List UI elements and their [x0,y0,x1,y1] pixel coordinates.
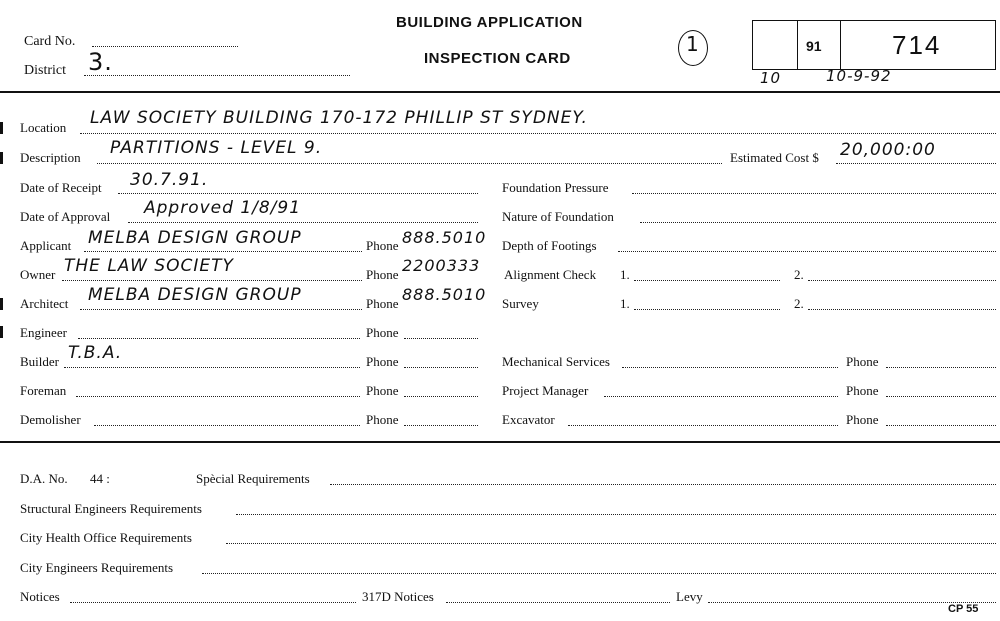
structural-line [236,514,996,515]
architect-line [80,309,362,310]
nature-foundation-label: Nature of Foundation [502,209,614,224]
district-label: District [24,63,66,78]
top-rule [0,91,1000,93]
date-approval-value: Approved 1/8/91 [144,198,302,218]
margin-tick [0,152,3,164]
box-number: 714 [892,30,942,60]
builder-phone-label: Phone [366,354,399,369]
notices-317d-label: 317D Notices [362,589,434,604]
project-manager-line [604,396,838,397]
excavator-phone-label: Phone [846,412,879,427]
mechanical-label: Mechanical Services [502,354,610,369]
builder-label: Builder [20,354,59,369]
structural-label: Structural Engineers Requirements [20,501,202,516]
applicant-value: MELBA DESIGN GROUP [88,228,302,248]
city-health-line [226,543,996,544]
city-engineers-line [202,573,996,574]
city-health-label: City Health Office Requirements [20,530,192,545]
owner-phone-value: 2200333 [402,256,481,275]
location-label: Location [20,120,67,135]
applicant-label: Applicant [20,238,72,253]
survey-label: Survey [502,296,539,311]
under-box-note: 10 [760,69,782,87]
foundation-pressure-label: Foundation Pressure [502,180,609,195]
middle-rule [0,441,1000,443]
margin-tick [0,122,3,134]
engineer-label: Engineer [20,325,67,340]
estimated-cost-label: Estimated Cost $ [730,150,819,165]
box-prefix: 91 [806,38,822,54]
description-label: Description [20,150,81,165]
survey-one-label: 1. [620,296,630,311]
excavator-line [568,425,838,426]
engineer-phone-label: Phone [366,325,399,340]
excavator-label: Excavator [502,412,555,427]
demolisher-line [94,425,360,426]
foundation-pressure-line [632,193,996,194]
date-approval-line [128,222,478,223]
da-no-value: 44 : [90,471,110,486]
alignment-two-line [808,280,996,281]
estimated-cost-line [836,163,996,164]
date-receipt-label: Date of Receipt [20,180,102,195]
applicant-phone-label: Phone [366,238,399,253]
card-number-box [752,20,996,70]
special-requirements-line [330,484,996,485]
demolisher-phone-label: Phone [366,412,399,427]
depth-footings-label: Depth of Footings [502,238,597,253]
alignment-check-label: Alignment Check [504,267,597,282]
depth-footings-line [618,251,996,252]
card-no-line [92,46,238,47]
date-receipt-line [118,193,478,194]
foreman-phone-line [404,396,478,397]
date-approval-label: Date of Approval [20,209,111,224]
owner-line [62,280,362,281]
special-requirements-label: Spècial Requirements [196,471,310,486]
engineer-line [78,338,360,339]
architect-phone-value: 888.5010 [402,285,487,304]
card-no-label: Card No. [24,34,76,49]
survey-one-line [634,309,780,310]
description-line [97,163,722,164]
builder-line [64,367,360,368]
demolisher-phone-line [404,425,478,426]
margin-tick [0,298,3,310]
description-value: PARTITIONS - LEVEL 9. [110,138,323,158]
location-value: LAW SOCIETY BUILDING 170-172 PHILLIP ST SYDNEY. [90,108,588,128]
levy-label: Levy [676,589,703,604]
notices-317d-line [446,602,670,603]
da-no-label: D.A. No. [20,471,68,486]
excavator-phone-line [886,425,996,426]
architect-phone-label: Phone [366,296,399,311]
box-divider-1 [797,20,798,70]
demolisher-label: Demolisher [20,412,81,427]
architect-label: Architect [20,296,69,311]
alignment-one-line [634,280,780,281]
owner-label: Owner [20,267,56,282]
foreman-line [76,396,360,397]
district-value: 3. [88,48,113,76]
alignment-one-label: 1. [620,267,630,282]
box-divider-2 [840,20,841,70]
notices-label: Notices [20,589,60,604]
engineer-phone-line [404,338,478,339]
circled-number: 1 [686,32,700,56]
title-line-2: INSPECTION CARD [424,50,571,67]
district-line [84,75,350,76]
owner-phone-label: Phone [366,267,399,282]
estimated-cost-value: 20,000:00 [840,140,936,160]
project-manager-label: Project Manager [502,383,589,398]
title-line-1: BUILDING APPLICATION [396,14,583,31]
foreman-phone-label: Phone [366,383,399,398]
date-receipt-value: 30.7.91. [130,170,209,190]
notices-line [70,602,356,603]
owner-value: THE LAW SOCIETY [64,256,234,276]
survey-two-label: 2. [794,296,804,311]
applicant-phone-value: 888.5010 [402,228,487,247]
city-engineers-label: City Engineers Requirements [20,560,174,575]
nature-foundation-line [640,222,996,223]
margin-tick [0,326,3,338]
builder-value: T.B.A. [68,343,123,363]
mechanical-phone-label: Phone [846,354,879,369]
survey-two-line [808,309,996,310]
builder-phone-line [404,367,478,368]
under-box-date: 10-9-92 [826,67,892,85]
architect-value: MELBA DESIGN GROUP [88,285,302,305]
project-manager-phone-label: Phone [846,383,879,398]
location-line [80,133,996,134]
foreman-label: Foreman [20,383,67,398]
alignment-two-label: 2. [794,267,804,282]
project-manager-phone-line [886,396,996,397]
mechanical-line [622,367,838,368]
applicant-line [84,251,362,252]
mechanical-phone-line [886,367,996,368]
form-code: CP 55 [948,603,979,615]
